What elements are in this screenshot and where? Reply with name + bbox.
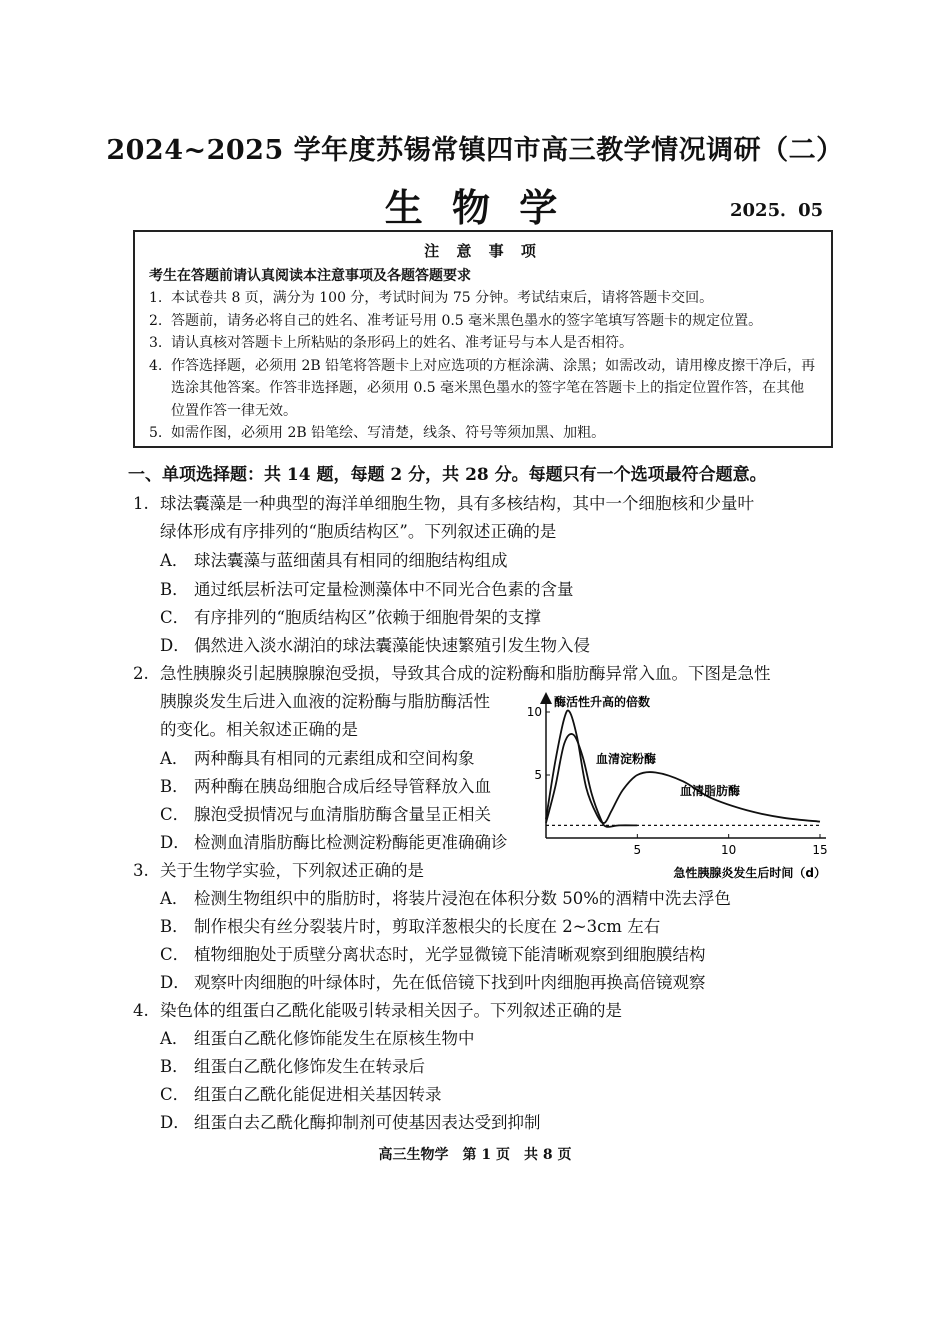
option-letter: D． xyxy=(160,833,190,852)
option-text: 通过纸层析法可定量检测藻体中不同光合色素的含量 xyxy=(194,580,574,599)
option-text: 偶然进入淡水湖泊的球法囊藻能快速繁殖引发生物入侵 xyxy=(194,636,590,655)
question-text-line: 急性胰腺炎引起胰腺腺泡受损，导致其合成的淀粉酶和脂肪酶异常入血。下图是急性 xyxy=(160,664,771,683)
question-4-stem xyxy=(133,997,833,1025)
question-text-line: 绿体形成有序排列的“胞质结构区”。下列叙述正确的是 xyxy=(160,522,557,541)
option-c xyxy=(160,604,541,632)
notice-intro: 考生在答题前请认真阅读本注意事项及各题答题要求 xyxy=(149,267,471,284)
option-text: 两种酶具有相同的元素组成和空间构象 xyxy=(194,749,475,768)
question-number: 1. xyxy=(133,494,149,513)
option-letter: C． xyxy=(160,1085,190,1104)
question-number: 2. xyxy=(133,664,149,683)
option-letter: A． xyxy=(160,1029,189,1048)
question-text-line: 染色体的组蛋白乙酰化能吸引转录相关因子。下列叙述正确的是 xyxy=(160,1001,622,1020)
option-text: 组蛋白乙酰化修饰发生在转录后 xyxy=(194,1057,425,1076)
option-c xyxy=(160,941,706,969)
option-text: 制作根尖有丝分裂装片时，剪取洋葱根尖的长度在 2~3cm 左右 xyxy=(194,917,661,936)
option-c xyxy=(160,1081,442,1109)
option-a xyxy=(160,885,731,913)
notice-item-number: 4. xyxy=(149,357,163,374)
option-b xyxy=(160,576,574,604)
series-label-amylase: 血清淀粉酶 xyxy=(596,752,657,766)
option-b xyxy=(160,773,491,801)
option-text: 有序排列的“胞质结构区”依赖于细胞骨架的支撑 xyxy=(194,608,541,627)
notice-item xyxy=(149,332,817,355)
x-tick-label: 10 xyxy=(721,843,737,857)
option-letter: A． xyxy=(160,551,189,570)
option-d xyxy=(160,829,508,857)
question-1-stem xyxy=(133,490,833,546)
option-text: 组蛋白乙酰化能促进相关基因转录 xyxy=(194,1085,442,1104)
option-letter: B． xyxy=(160,777,189,796)
question-3-stem xyxy=(133,857,833,885)
option-text: 植物细胞处于质壁分离状态时，光学显微镜下能清晰观察到细胞膜结构 xyxy=(194,945,706,964)
y-axis-label: 酶活性升高的倍数 xyxy=(554,695,651,709)
question-number: 3. xyxy=(133,861,149,880)
option-text: 腺泡受损情况与血清脂肪酶含量呈正相关 xyxy=(194,805,491,824)
option-a xyxy=(160,547,508,575)
option-a xyxy=(160,1025,475,1053)
option-letter: B． xyxy=(160,580,189,599)
notice-item xyxy=(149,422,817,445)
option-letter: B． xyxy=(160,917,189,936)
exam-date: 2025．05 xyxy=(730,200,824,221)
option-b xyxy=(160,913,660,941)
y-tick-label: 5 xyxy=(534,768,542,782)
question-text-line: 的变化。相关叙述正确的是 xyxy=(160,720,358,739)
option-b xyxy=(160,1053,425,1081)
option-text: 检测生物组织中的脂肪时，将装片浸泡在体积分数 50%的酒精中洗去浮色 xyxy=(194,889,731,908)
option-letter: C． xyxy=(160,608,190,627)
option-letter: A． xyxy=(160,889,189,908)
option-letter: A． xyxy=(160,749,189,768)
option-letter: D． xyxy=(160,973,190,992)
y-tick-label: 10 xyxy=(526,705,542,719)
x-tick-label: 5 xyxy=(633,843,642,857)
section-heading: 一、单项选择题：共 14 题，每题 2 分，共 28 分。每题只有一个选项最符合题意。 xyxy=(128,465,767,485)
option-c xyxy=(160,801,491,829)
page-footer: 高三生物学 第 1 页 共 8 页 xyxy=(378,1147,572,1163)
option-text: 观察叶肉细胞的叶绿体时，先在低倍镜下找到叶肉细胞再换高倍镜观察 xyxy=(194,973,706,992)
notice-item-text: 请认真核对答题卡上所粘贴的条形码上的姓名、准考证号与本人是否相符。 xyxy=(171,335,633,351)
option-d xyxy=(160,969,706,997)
notice-item xyxy=(149,355,817,423)
question-text-line: 关于生物学实验，下列叙述正确的是 xyxy=(160,861,424,880)
option-letter: D． xyxy=(160,1113,190,1132)
x-axis-label: 急性胰腺炎发生后时间（d） xyxy=(673,866,826,880)
notice-item-number: 5. xyxy=(149,425,163,441)
option-text: 球法囊藻与蓝细菌具有相同的细胞结构组成 xyxy=(194,551,508,570)
notice-item-number: 3. xyxy=(149,335,163,351)
notice-item-text: 作答选择题，必须用 2B 铅笔将答题卡上对应选项的方框涂满、涂黑；如需改动，请用橡皮擦干净后，再选涂其他答案。作答非选择题，必须用 0.5 毫米黑色墨水的签字笔在答题卡上的指定位置作答，在其他位置作答一律无效。 xyxy=(171,357,816,419)
series-line-lipase xyxy=(546,710,820,823)
series-line-amylase xyxy=(546,734,637,827)
option-text: 两种酶在胰岛细胞合成后经导管释放入血 xyxy=(194,777,491,796)
question-number: 4. xyxy=(133,1001,149,1020)
series-label-lipase: 血清脂肪酶 xyxy=(680,784,741,798)
question-text-line: 球法囊藻是一种典型的海洋单细胞生物，具有多核结构，其中一个细胞核和少量叶 xyxy=(160,494,754,513)
question-text-line: 胰腺炎发生后进入血液的淀粉酶与脂肪酶活性 xyxy=(160,692,490,711)
option-letter: D． xyxy=(160,636,190,655)
exam-title: 2024~2025 学年度苏锡常镇四市高三教学情况调研（二） xyxy=(106,135,844,166)
option-letter: B． xyxy=(160,1057,189,1076)
x-tick-label: 15 xyxy=(812,843,828,857)
notice-item-text: 如需作图，必须用 2B 铅笔绘、写清楚，线条、符号等须加黑、加粗。 xyxy=(171,425,606,441)
notice-item-number: 2. xyxy=(149,312,163,329)
notice-item-text: 答题前，请务必将自己的姓名、准考证号用 0.5 毫米黑色墨水的签字笔填写答题卡的规定位置。 xyxy=(171,312,763,329)
option-letter: C． xyxy=(160,805,190,824)
notice-item xyxy=(149,310,817,333)
option-letter: C． xyxy=(160,945,190,964)
option-text: 组蛋白去乙酰化酶抑制剂可使基因表达受到抑制 xyxy=(194,1113,541,1132)
option-text: 检测血清脂肪酶比检测淀粉酶能更准确确诊 xyxy=(194,833,508,852)
option-text: 组蛋白乙酰化修饰能发生在原核生物中 xyxy=(194,1029,475,1048)
notice-item xyxy=(149,287,817,310)
notice-box xyxy=(133,230,833,448)
notice-item-text: 本试卷共 8 页，满分为 100 分，考试时间为 75 分钟。考试结束后，请将答题卡交回。 xyxy=(171,290,714,306)
option-a xyxy=(160,745,475,773)
notice-title: 注 意 事 项 xyxy=(424,242,542,260)
notice-item-number: 1. xyxy=(149,290,163,306)
option-d xyxy=(160,632,590,660)
option-d xyxy=(160,1109,541,1137)
subject-title: 生 物 学 xyxy=(384,185,566,230)
